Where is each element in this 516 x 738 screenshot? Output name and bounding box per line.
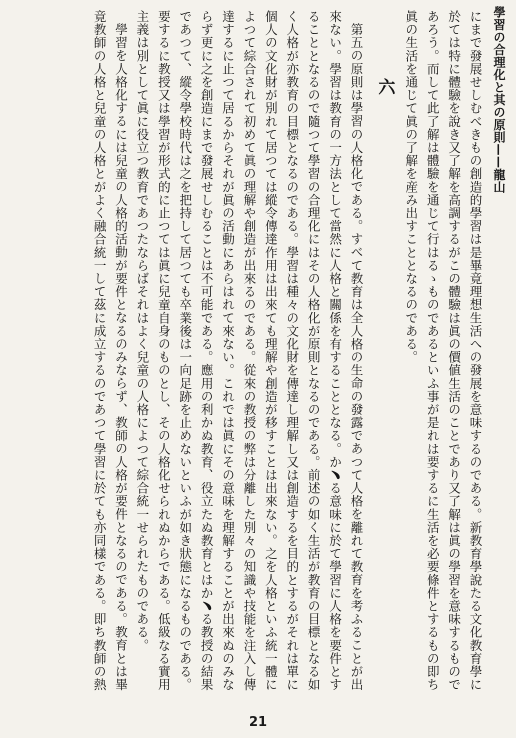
section-number: 六	[374, 78, 395, 96]
paragraph-teacher-personality: 學習を人格化するには兒童の人格的活動が要件となるのみならず、教師の人格が要件となるのである。教育とは畢竟教師の人格と兒童の人格とがよく融合統一して茲に成立するのであつて學習に於ても亦同樣である。即ち教師の熱	[92, 10, 129, 692]
page-number: 21	[248, 715, 268, 730]
paragraph-principle-five: 第五の原則は學習の人格化である。すべて教育は全人格の生命の發露であつて人格を離れて教育を考ふることが出來ない。學習は教育の一方法として當然に人格と關係を有することとなる。か﹅る意味に於て學習に人格を要件とすることとなるので隨つて學習の合理化にはその人格化が原則となるのである。前述の如く生活が教育の目標となる如く人格が亦教育の目標となるのである。學習は種々の文化財を傳達し理解し又は創造するを目的とするがそれは單に個人の文化財が別れて居つては縱令傳達作用は出來ても理解や創造が移すことは出來ない。之を人格といふ統一體によつて綜合されて初めて眞の理解や創造が出來るのである。從來の教授の弊は分離した別々の知識や技能を注入し傳達するに止つて居るからそれが眞の活動にあらはれて來ない。これでは眞にその意味を理解することが出來ぬのみならず更に之を創造にまで發展せしむることは不可能である。應用の利かぬ教育、役立たぬ教育とはか﹅る教授の結果であつて、縱令學校時代は之を把持して居つても卒業後は一向足跡を止めないといふが如き狀態になるものである。要するに教授又は學習が形式的に止つては眞に兒童自身のものとし、その人格化せられぬからである。低級なる實用主義は別として眞に役立つ教育であつたならばそれはよく兒童の人格によつて綜合統一せられたものである。	[134, 10, 364, 692]
body-text	[16, 10, 486, 700]
running-head: 學習の合理化と其の原則——龍山	[492, 6, 506, 194]
continuation-paragraph: にまで發展せしむべきもの創造的學習は是畢竟理想生活への發展を意味するのである。新教育學說たる文化教育學に於ては特に體驗を說き又了解を高調するがこの體驗は眞の價値生活のことであり又了解は眞の學習を意味するものであろう。而して此了解は體驗を通じて行はるゝものであるといふ事が是れは要するに生活を必要條件とするもの即ち眞の生活を通じて眞の了解を産み出すこととなるのである。	[403, 10, 483, 692]
